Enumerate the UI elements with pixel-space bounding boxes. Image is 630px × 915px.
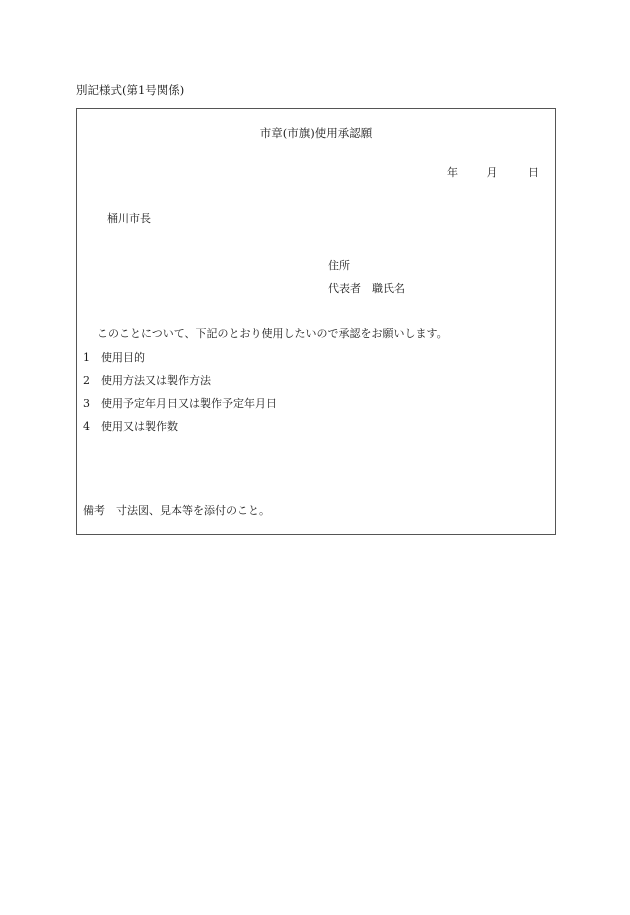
remarks: 備考 寸法図、見本等を添付のこと。 [83, 504, 270, 517]
list-item [83, 375, 211, 386]
application-form [76, 108, 556, 535]
item-label: 使用方法又は製作方法 [101, 374, 211, 387]
item-label: 使用目的 [101, 351, 145, 364]
date-line [447, 167, 539, 178]
list-item [83, 421, 178, 432]
request-text: このことについて、下記のとおり使用したいので承認をお願いします。 [97, 327, 448, 340]
date-year-label: 年 [447, 166, 458, 179]
item-label: 使用予定年月日又は製作予定年月日 [101, 397, 277, 410]
item-number: 2 [83, 374, 90, 387]
applicant-address-label: 住所 [328, 259, 350, 272]
date-day-label: 日 [528, 166, 539, 179]
item-label: 使用又は製作数 [101, 420, 178, 433]
date-month-label: 月 [486, 166, 498, 179]
document-title: 市章(市旗)使用承認願 [259, 126, 373, 140]
addressee: 桶川市長 [107, 212, 151, 225]
item-number: 4 [83, 420, 90, 433]
form-label: 別記様式(第1号関係) [76, 83, 185, 97]
list-item [83, 352, 145, 363]
item-number: 3 [83, 397, 90, 410]
item-number: 1 [83, 351, 90, 364]
applicant-representative-label: 代表者 職氏名 [328, 282, 405, 295]
list-item [83, 398, 277, 409]
